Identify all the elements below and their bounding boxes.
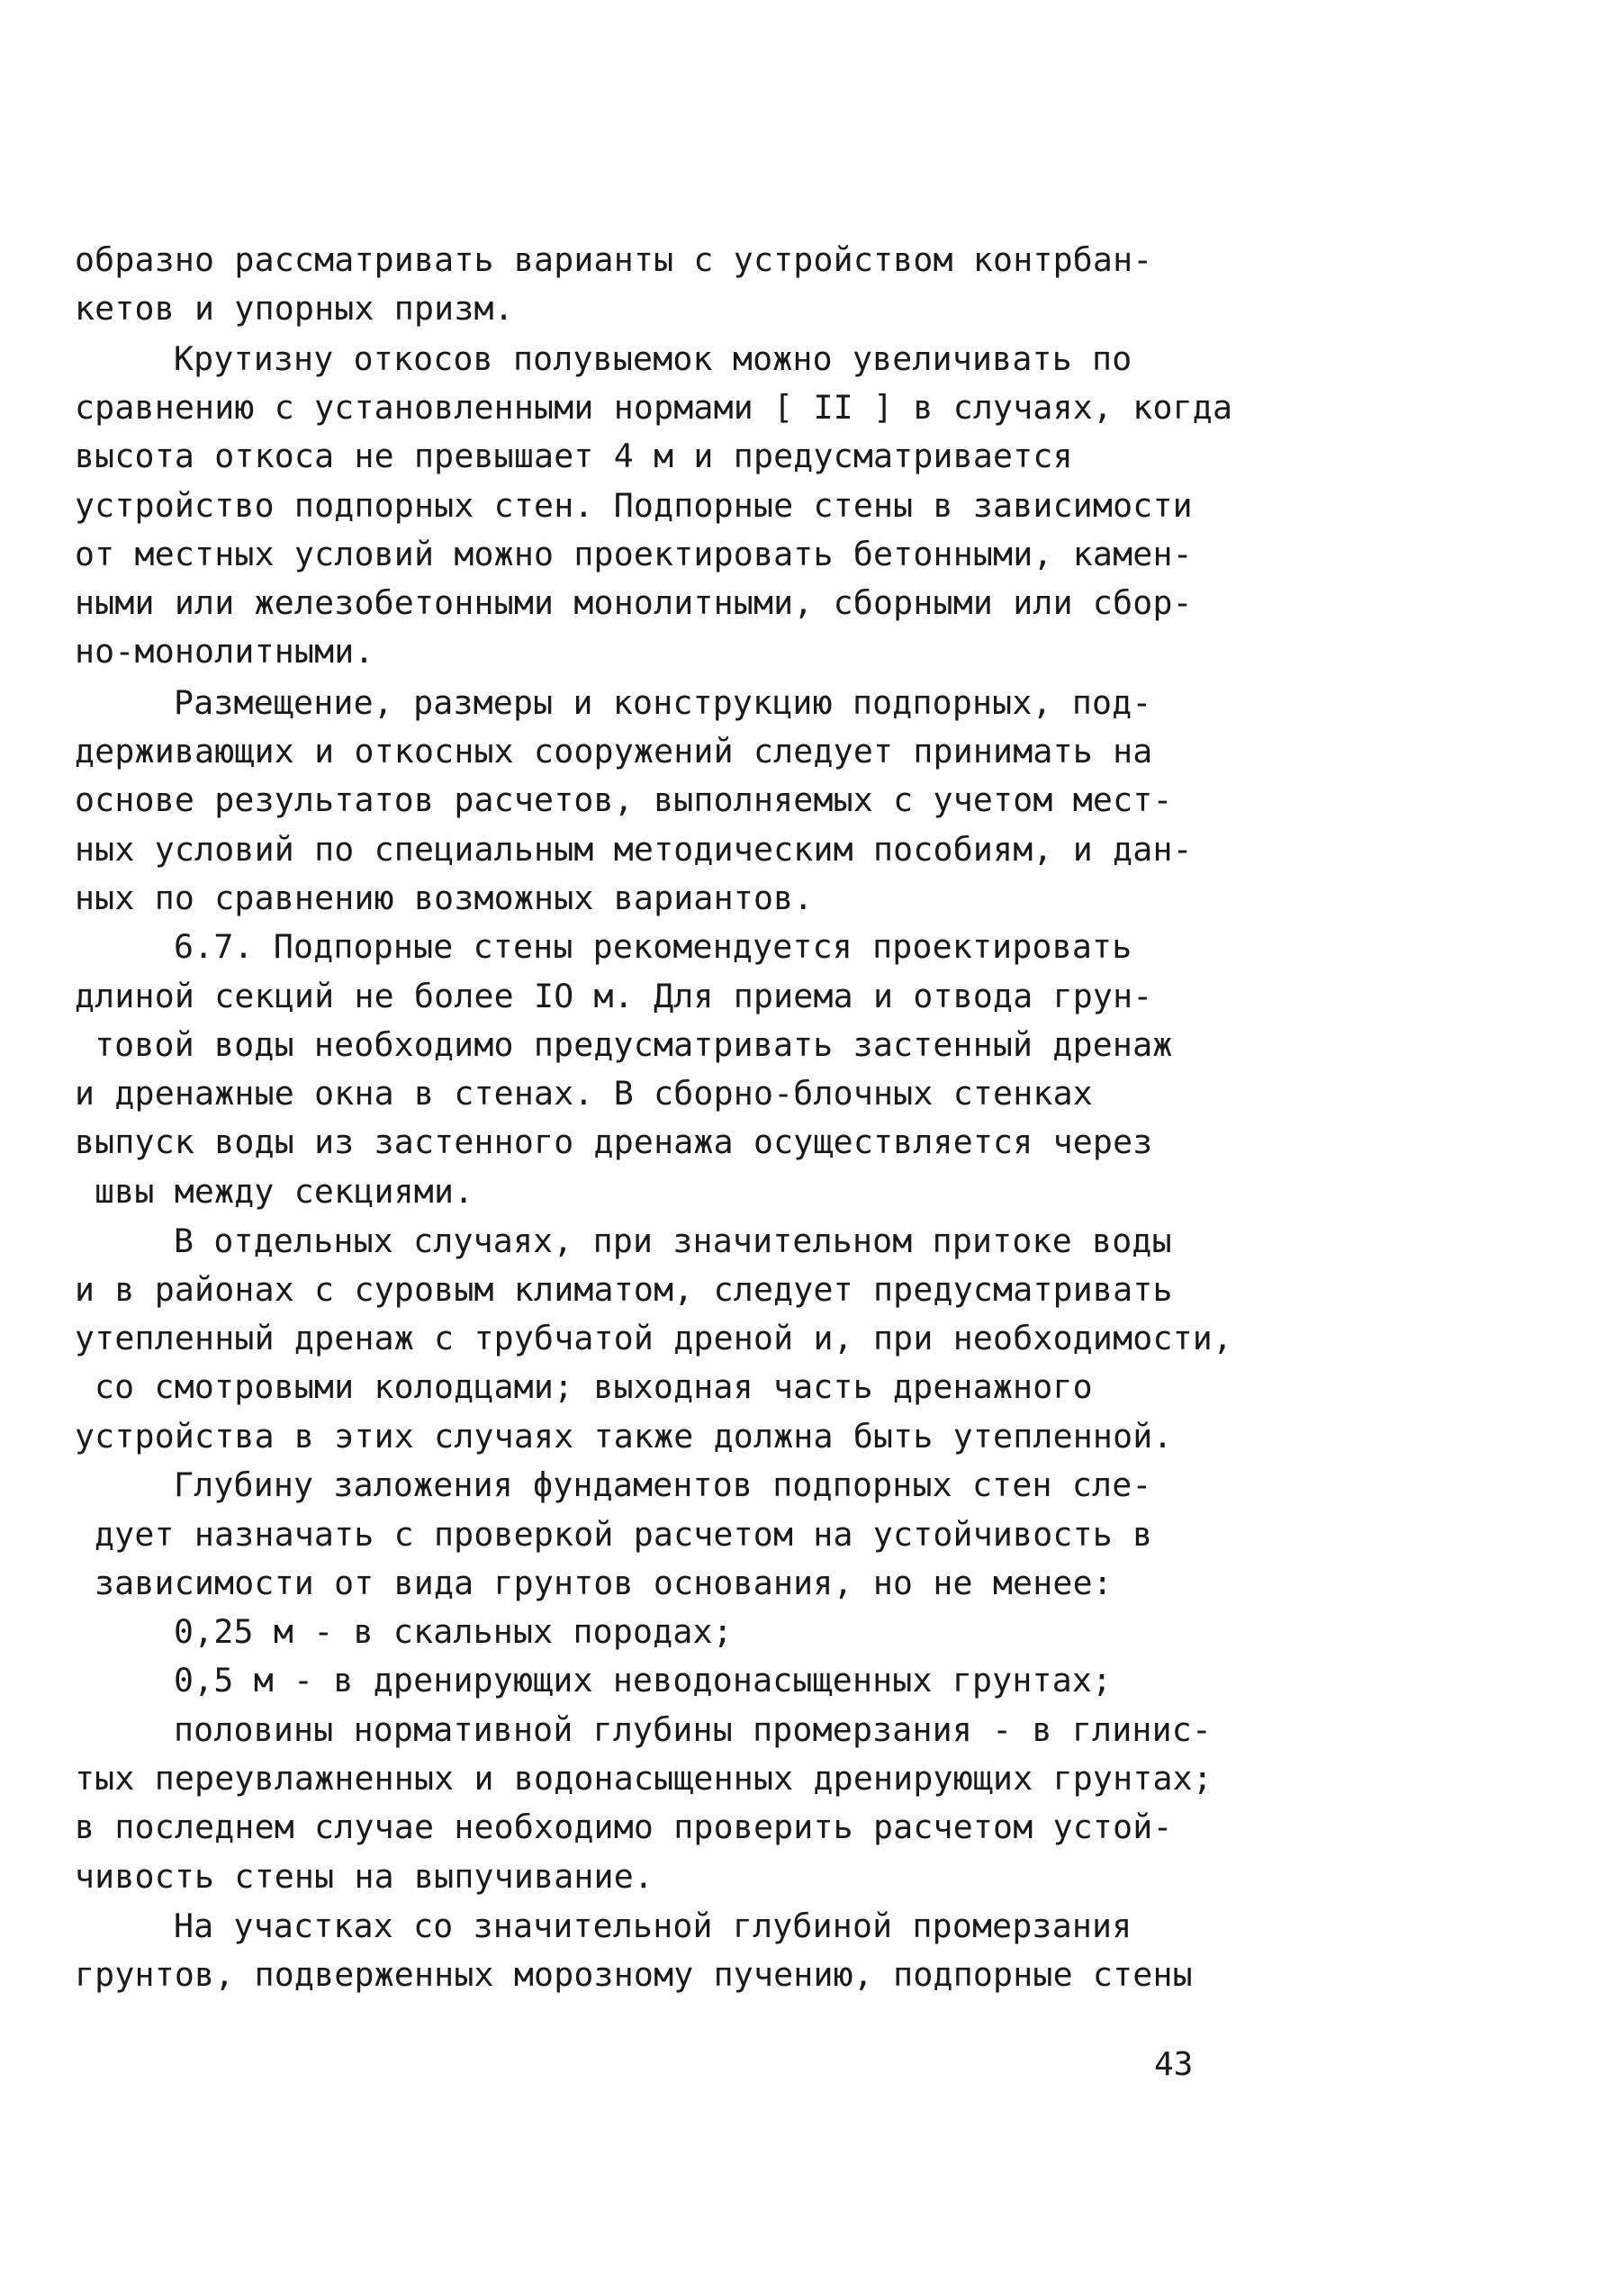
text-line: Крутизну откосов полувыемок можно увеличивать по	[174, 339, 1132, 378]
page-number: 43	[1154, 2046, 1194, 2083]
text-line: ных условий по специальным методическим пособиям, и дан-	[75, 830, 1193, 869]
text-line: устройства в этих случаях также должна быть утепленной.	[75, 1417, 1173, 1456]
text-line: и в районах с суровым климатом, следует предусматривать	[75, 1270, 1173, 1309]
text-line: В отдельных случаях, при значительном притоке воды	[174, 1222, 1172, 1260]
text-line: зависимости от вида грунтов основания, но не менее:	[95, 1564, 1113, 1602]
text-line: образно рассматривать варианты с устройством контрбан-	[75, 240, 1153, 279]
text-line: товой воды необходимо предусматривать застенный дренаж	[95, 1025, 1173, 1064]
text-line: утепленный дренаж с трубчатой дреной и, при необходимости,	[75, 1319, 1233, 1357]
text-line: и дренажные окна в стенах. В сборно-блочных стенках	[75, 1074, 1093, 1113]
text-line: 0,25 м - в скальных породах;	[174, 1612, 733, 1651]
text-line: сравнению с установленными нормами [ II ] в случаях, когда	[75, 388, 1233, 427]
text-line: ных по сравнению возможных вариантов.	[75, 879, 814, 917]
text-line: чивость стены на выпучивание.	[75, 1857, 654, 1896]
text-line: швы между секциями.	[95, 1172, 474, 1211]
text-line: основе результатов расчетов, выполняемых с учетом мест-	[75, 780, 1173, 819]
text-line: 6.7. Подпорные стены рекомендуется проектировать	[174, 927, 1132, 966]
text-line: ными или железобетонными монолитными, сборными или сбор-	[75, 583, 1193, 622]
text-line: длиной секций не более IO м. Для приема и отвода грун-	[75, 977, 1153, 1015]
text-line: со смотровыми колодцами; выходная часть дренажного	[95, 1367, 1093, 1406]
text-line: но-монолитными.	[75, 632, 374, 671]
text-line: в последнем случае необходимо проверить расчетом устой-	[75, 1808, 1173, 1846]
text-line: грунтов, подверженных морозному пучению, подпорные стены	[75, 1955, 1193, 1994]
text-line: Размещение, размеры и конструкцию подпорных, под-	[174, 683, 1152, 722]
text-line: от местных условий можно проектировать бетонными, камен-	[75, 535, 1193, 573]
text-line: выпуск воды из застенного дренажа осуществляется через	[75, 1122, 1153, 1161]
text-line: держивающих и откосных сооружений следует принимать на	[75, 732, 1153, 771]
text-line: На участках со значительной глубиной промерзания	[174, 1907, 1132, 1945]
text-line: дует назначать с проверкой расчетом на устойчивость в	[95, 1515, 1153, 1554]
text-line: Глубину заложения фундаментов подпорных стен сле-	[174, 1465, 1152, 1504]
text-line: высота откоса не превышает 4 м и предусматривается	[75, 437, 1073, 475]
text-line: тых переувлажненных и водонасыщенных дренирующих грунтах;	[75, 1759, 1213, 1798]
text-line: устройство подпорных стен. Подпорные стены в зависимости	[75, 486, 1193, 525]
text-line: кетов и упорных призм.	[75, 289, 514, 328]
text-line: 0,5 м - в дренирующих неводонасыщенных грунтах;	[174, 1661, 1113, 1699]
text-line: половины нормативной глубины промерзания - в глинис-	[174, 1710, 1213, 1749]
